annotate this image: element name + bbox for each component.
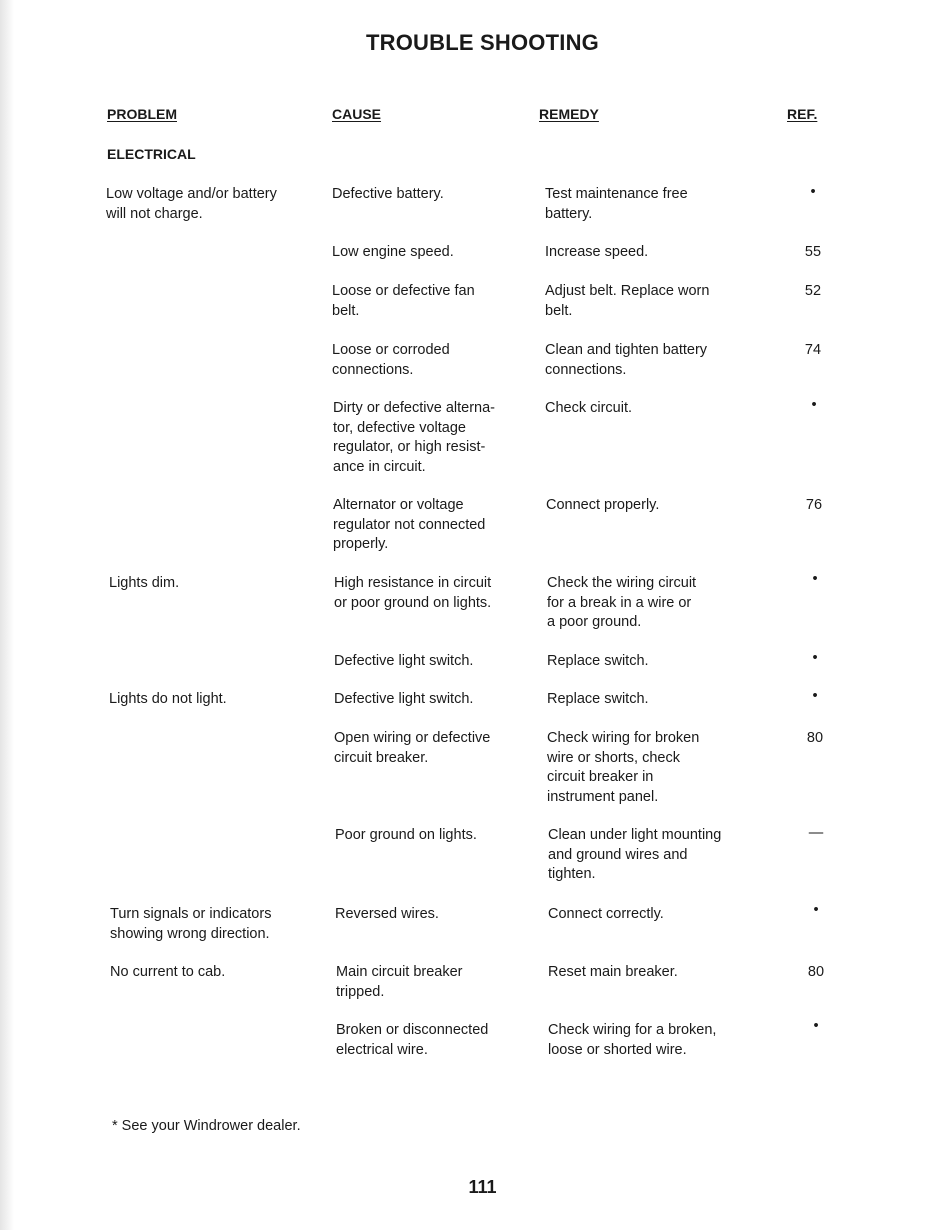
ref-cell: 76 — [805, 497, 823, 513]
page-title: TROUBLE SHOOTING — [366, 30, 599, 55]
cause-cell: High resistance in circuit or poor ground on lights. — [334, 575, 492, 611]
ref-cell: • — [812, 688, 818, 704]
remedy-cell: Replace switch. — [547, 653, 649, 669]
cause-cell: Defective light switch. — [334, 653, 474, 669]
ref-cell: • — [812, 650, 818, 666]
remedy-cell: Check circuit. — [545, 400, 633, 416]
ref-cell: 74 — [804, 342, 822, 358]
ref-cell: 55 — [804, 244, 822, 260]
remedy-cell: Replace switch. — [547, 691, 649, 707]
cause-cell: Poor ground on lights. — [335, 827, 477, 843]
remedy-cell: Clean and tighten battery connections. — [545, 342, 708, 378]
problem-cell: Turn signals or indicators showing wrong direction. — [110, 906, 272, 942]
ref-cell: • — [813, 902, 819, 918]
header-remedy: REMEDY — [539, 106, 599, 122]
ref-cell: — — [808, 825, 824, 841]
page-number: 111 — [468, 1177, 497, 1197]
footnote: * See your Windrower dealer. — [112, 1118, 301, 1134]
cause-cell: Defective light switch. — [334, 691, 474, 707]
remedy-cell: Check the wiring circuit for a break in a wire or a poor ground. — [547, 575, 697, 630]
cause-cell: Defective battery. — [332, 186, 444, 202]
remedy-cell: Connect correctly. — [548, 906, 664, 922]
remedy-cell: Increase speed. — [545, 244, 649, 260]
remedy-cell: Clean under light mounting and ground wires and tighten. — [548, 827, 722, 882]
remedy-cell: Connect properly. — [546, 497, 660, 513]
problem-cell: Lights do not light. — [109, 691, 227, 707]
remedy-cell: Check wiring for a broken, loose or shorted wire. — [548, 1022, 717, 1058]
ref-cell: • — [813, 1018, 819, 1034]
ref-cell: • — [812, 571, 818, 587]
cause-cell: Main circuit breaker tripped. — [336, 964, 463, 1000]
ref-cell: 80 — [807, 964, 825, 980]
problem-cell: Low voltage and/or battery will not charge. — [106, 186, 277, 222]
header-cause: CAUSE — [332, 106, 382, 122]
cause-cell: Loose or defective fan belt. — [332, 283, 475, 319]
remedy-cell: Check wiring for broken wire or shorts, check circuit breaker in instrument panel. — [547, 730, 700, 805]
cause-cell: Broken or disconnected electrical wire. — [336, 1022, 489, 1058]
ref-cell: 52 — [804, 283, 822, 299]
ref-cell: • — [810, 184, 816, 200]
page-edge-shadow — [0, 0, 14, 1230]
ref-cell: 80 — [806, 730, 824, 746]
cause-cell: Dirty or defective alterna- tor, defective voltage regulator, or high resist- ance in circuit. — [333, 400, 495, 475]
cause-cell: Open wiring or defective circuit breaker. — [334, 730, 491, 766]
remedy-cell: Adjust belt. Replace worn belt. — [545, 283, 710, 319]
cause-cell: Alternator or voltage regulator not connected properly. — [333, 497, 486, 552]
header-problem: PROBLEM — [107, 106, 177, 122]
section-heading: ELECTRICAL — [107, 146, 196, 162]
cause-cell: Loose or corroded connections. — [332, 342, 450, 378]
problem-cell: Lights dim. — [109, 575, 180, 591]
cause-cell: Low engine speed. — [332, 244, 454, 260]
remedy-cell: Reset main breaker. — [548, 964, 678, 980]
header-ref: REF. — [787, 106, 818, 122]
problem-cell: No current to cab. — [110, 964, 226, 980]
remedy-cell: Test maintenance free battery. — [545, 186, 688, 222]
cause-cell: Reversed wires. — [335, 906, 439, 922]
ref-cell: • — [811, 397, 817, 413]
